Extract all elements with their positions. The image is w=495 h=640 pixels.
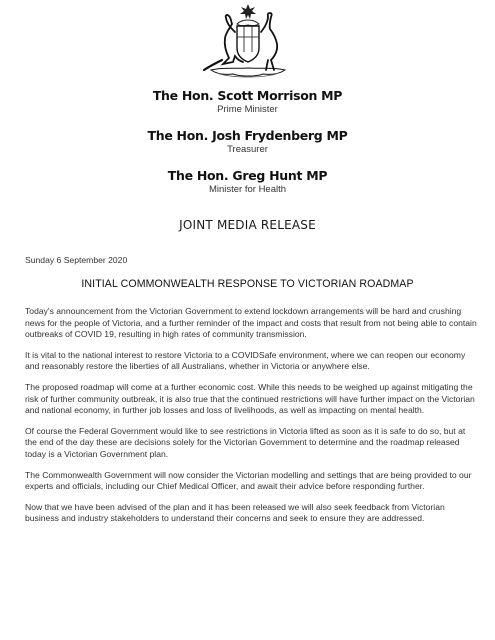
paragraph: Now that we have been advised of the plan and it has been released we will also seek feedback from Victorian business and industry stakeholders to understand their concerns and seek to ensure they are addressed. bbox=[25, 501, 445, 524]
release-title: JOINT MEDIA RELEASE bbox=[179, 218, 316, 232]
minister-name: The Hon. Josh Frydenberg MP bbox=[147, 128, 348, 143]
minister-role: Treasurer bbox=[227, 144, 268, 155]
minister-role: Prime Minister bbox=[217, 104, 278, 115]
minister-block-frydenberg bbox=[0, 128, 495, 155]
coat-of-arms-icon bbox=[199, 2, 297, 80]
minister-role: Minister for Health bbox=[208, 184, 287, 195]
release-body bbox=[25, 306, 477, 534]
paragraph: It is vital to the national interest to restore Victoria to a COVIDSafe environment, where we can reopen our economy and reasonably restore the liberties of all Australians, whether in Victoria or anywhere else. bbox=[25, 349, 466, 372]
release-headline: INITIAL COMMONWEALTH RESPONSE TO VICTORIAN ROADMAP bbox=[81, 278, 414, 290]
minister-block-hunt bbox=[0, 168, 495, 195]
paragraph: The Commonwealth Government will now consider the Victorian modelling and settings that are being provided to our experts and officials, including our Chief Medical Officer, and await their advice before responding further. bbox=[25, 469, 472, 492]
minister-block-morrison bbox=[0, 88, 495, 115]
paragraph: Today's announcement from the Victorian Government to extend lockdown arrangements will be hard and crushing news for the people of Victoria, and a further reminder of the impact and costs that result from not being able to contain outbreaks of COVID 19, resulting in high rates of community transmission. bbox=[25, 306, 477, 340]
release-date: Sunday 6 September 2020 bbox=[25, 255, 128, 265]
paragraph: Of course the Federal Government would like to see restrictions in Victoria lifted as soon as it is safe to do so, but at the end of the day these are decisions solely for the Victorian Government to determine and the roadmap released today is a Victorian Government plan. bbox=[25, 425, 466, 459]
paragraph: The proposed roadmap will come at a further economic cost. While this needs to be weighed up against mitigating the risk of further community outbreak, it is also true that the continued restrictions will have further impact on the Victorian and national economy, in further job losses and loss of livelihoods, as well as impacting on mental health. bbox=[25, 381, 475, 416]
minister-name: The Hon. Greg Hunt MP bbox=[167, 168, 328, 183]
minister-name: The Hon. Scott Morrison MP bbox=[152, 88, 343, 103]
